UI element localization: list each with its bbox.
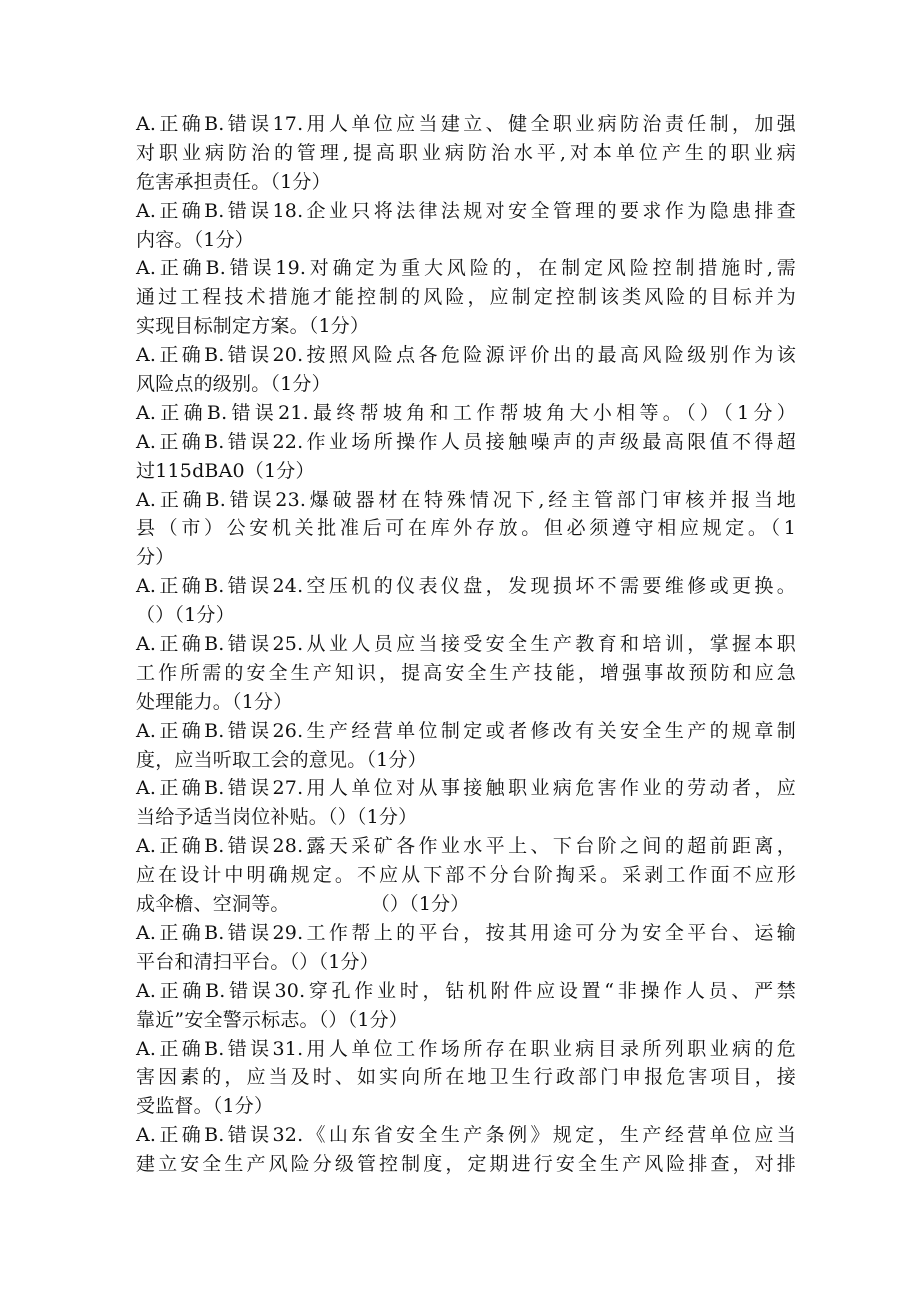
text-line: A.正确B.错误27.用人单位对从事接触职业病危害作业的劳动者，应	[136, 777, 796, 800]
text-line: 受监督。（1分）	[136, 1095, 274, 1118]
text-line: A.正确B.错误22.作业场所操作人员接触噪声的声级最高限值不得超	[136, 430, 796, 453]
text-line: A.正确B.错误17.用人单位应当建立、健全职业病防治责任制，加强	[136, 113, 796, 135]
text-line: 应在设计中明确规定。不应从下部不分台阶掏采。采剥工作面不应形	[136, 864, 796, 887]
text-line: 危害承担责任。（1分）	[136, 170, 331, 193]
text-line: A.正确B.错误19.对确定为重大风险的，在制定风险控制措施时,需	[136, 257, 796, 280]
text-line: A.正确B.错误30.穿孔作业时，钻机附件应设置“非操作人员、严禁	[136, 979, 796, 1002]
text-line: 实现目标制定方案。（1分）	[136, 315, 370, 338]
text-line: A.正确B.错误32.《山东省安全生产条例》规定，生产经营单位应当	[136, 1124, 796, 1147]
text-line: A.正确B.错误20.按照风险点各危险源评价出的最高风险级别作为该	[136, 344, 796, 367]
text-line: A.正确B.错误28.露天采矿各作业水平上、下台阶之间的超前距离，	[136, 835, 796, 858]
text-line: 对职业病防治的管理,提高职业病防治水平,对本单位产生的职业病	[136, 141, 796, 164]
text-line: 处理能力。（1分）	[136, 690, 293, 713]
text-line: （）（1分）	[136, 604, 235, 627]
text-line: 风险点的级别。（1分）	[136, 373, 331, 396]
text-line: A.正确B.错误29.工作帮上的平台，按其用途可分为安全平台、运输	[136, 921, 796, 944]
text-line: 内容。（1分）	[136, 228, 254, 251]
document-body	[136, 110, 796, 1179]
text-line: A.正确B.错误26.生产经营单位制定或者修改有关安全生产的规章制	[136, 719, 796, 742]
text-line: 成伞檐、空洞等。 （）（1分）	[136, 893, 470, 916]
text-line: 当给予适当岗位补贴。（）（1分）	[136, 806, 418, 829]
text-line: A.正确B.错误23.爆破器材在特殊情况下,经主管部门审核并报当地	[136, 488, 796, 511]
text-line: 建立安全生产风险分级管控制度，定期进行安全生产风险排查，对排	[136, 1153, 796, 1176]
text-line: A.正确B.错误25.从业人员应当接受安全生产教育和培训，掌握本职	[136, 633, 796, 656]
text-line: 度，应当听取工会的意见。（1分）	[136, 748, 427, 771]
text-line: A.正确B.错误18.企业只将法律法规对安全管理的要求作为隐患排查	[136, 199, 796, 222]
text-line: 害因素的，应当及时、如实向所在地卫生行政部门申报危害项目，接	[136, 1066, 796, 1089]
text-line: A.正确B.错误21.最终帮坡角和工作帮坡角大小相等。（）（1分）	[136, 401, 796, 424]
text-line: 靠近”安全警示标志。（）（1分）	[136, 1008, 409, 1031]
text-line: 县（市）公安机关批准后可在库外存放。但必须遵守相应规定。（1	[136, 517, 796, 540]
text-line: A.正确B.错误24.空压机的仪表仪盘，发现损坏不需要维修或更换。	[136, 575, 796, 598]
text-line: 平台和清扫平台。（）（1分）	[136, 950, 379, 973]
text-line: 工作所需的安全生产知识，提高安全生产技能，增强事故预防和应急	[136, 661, 796, 684]
text-line: 过115dBA0（1分）	[136, 459, 315, 482]
text-line: A.正确B.错误31.用人单位工作场所存在职业病目录所列职业病的危	[136, 1037, 796, 1060]
text-line: 分）	[136, 546, 175, 569]
text-line: 通过工程技术措施才能控制的风险，应制定控制该类风险的目标并为	[136, 286, 796, 309]
